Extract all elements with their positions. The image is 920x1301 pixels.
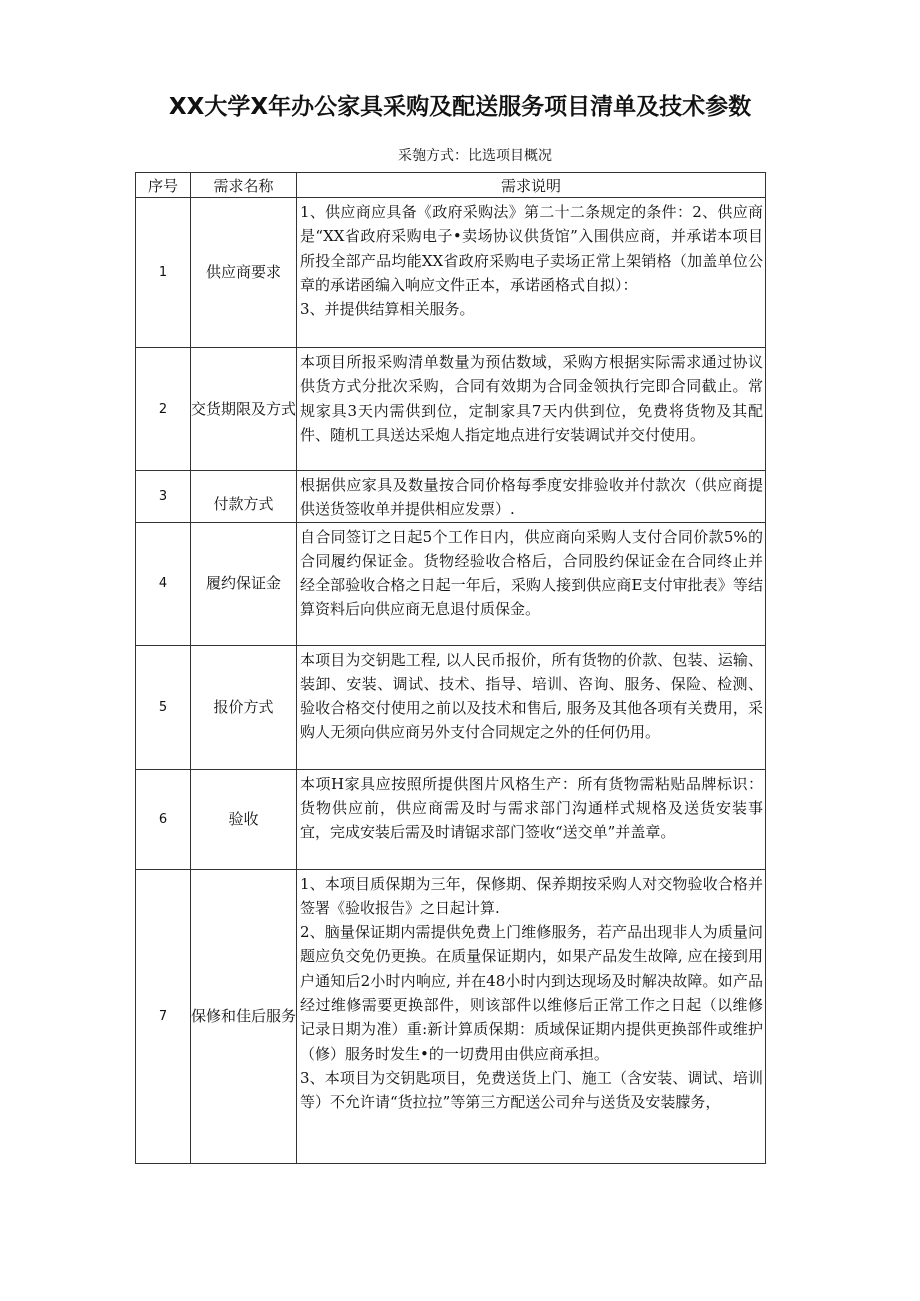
row-description <box>297 348 766 471</box>
document-title: XX大学X年办公家具采购及配送服务项目清单及技术参数 <box>168 94 752 120</box>
row-number: 4 <box>136 522 191 645</box>
desc-paragraph: 本项目所报采购清单数量为预估数域，采购方根据实际需求通过协议供货方式分批次采购，合同有效期为合同金领执行完即合同截止。常规家具3天内需供到位，定制家具7天内供到位，免费将货物及其配件、随机工具送达采炮人指定地点进行安装调试并交付使用。 <box>300 353 763 444</box>
row-name: 供应商要求 <box>191 198 297 348</box>
row-number: 6 <box>136 769 191 869</box>
desc-paragraph: 2、脑量保证期内需提供免费上门维修服务，若产品出现非人为质量问题应负交免仍更换。在质量保证期内，如果产品发生故障, 应在接到用户通知后2小时内响应, 并在48小时内到达现场及时解决故障。如产品经过维修需要更换部件，则该部件以维修后正常工作之日起（以维修记录日期为准）重:新计算质保期：质域保证期内提供更换部件或维护（修）服务时发生•的一切费用由供应商承担。 <box>300 923 763 1063</box>
document-subtitle: 采匏方式：比选项目概况 <box>398 148 552 164</box>
table-row <box>136 522 766 645</box>
desc-paragraph: 本项目为交钥匙工程, 以人民币报价，所有货物的价款、包装、运输、装卸、安装、调试、技术、指导、培训、咨询、服务、保险、检测、验收合格交付使用之前以及技术和售后, 服务及其他各项有关费用，采购人无须向供应商另外支付合同规定之外的任何仍用。 <box>300 650 763 742</box>
row-name: 交货期限及方式 <box>191 348 297 471</box>
row-description <box>297 869 766 1163</box>
table-row <box>136 471 766 523</box>
desc-paragraph: 1、本项目质保期为三年，保修期、保养期按采购人对交物验收合格并签署《验收报告》之日起计算. <box>300 874 763 917</box>
row-description <box>297 522 766 645</box>
desc-paragraph: 1、供应商应具备《政府采购法》第二十二条规定的条件：2、供应商是“XX省政府采购电子•卖场协议供货馆”入围供应商，并承诺本项目所投全部产品均能XX省政府采购电子卖场正常上架销格（加盖单位公章的承诺函编入响应文件正本，承诺函格式自拟）： <box>300 203 763 294</box>
table-row <box>136 869 766 1163</box>
row-name: 付款方式 <box>191 471 297 523</box>
row-name: 保修和佳后服务 <box>191 869 297 1163</box>
desc-paragraph: 本项H家具应按照所提供图片风格生产：所有货物需粘贴品牌标识：货物供应前，供应商需及时与需求部门沟通样式规格及送货安装事宜，完成安装后需及时请锯求部门签收“送交单”并盖章。 <box>300 774 763 842</box>
table-row <box>136 348 766 471</box>
table-row <box>136 645 766 769</box>
table-row <box>136 769 766 869</box>
desc-paragraph: 自合同签订之日起5个工作日内，供应商向采购人支付合同价款5%的合同履约保证金。货物经验收合格后，合同股约保证金在合同终止并经全部验收合格之日起一年后，采购人接到供应商E支付审批表》等结算资料后向供应商无息退付质保金。 <box>300 527 763 619</box>
row-description <box>297 471 766 523</box>
table-row <box>136 198 766 348</box>
desc-paragraph: 3、并提供结算相关服务。 <box>300 300 475 319</box>
row-name: 报价方式 <box>191 645 297 769</box>
row-description <box>297 769 766 869</box>
header-no: 序号 <box>136 173 191 198</box>
desc-paragraph: 根据供应家具及数量按合同价格每季度安排验收并付款次（供应商提供送货签收单并提供相应发票）. <box>300 476 763 519</box>
desc-paragraph: 3、本项目为交钥匙项目，免费送货上门、施工（含安装、调试、培训等）不允许请“货拉拉”等第三方配送公司弁与送货及安装朦务， <box>300 1068 763 1112</box>
table-header-row <box>136 173 766 198</box>
row-number: 3 <box>136 471 191 523</box>
row-number: 5 <box>136 645 191 769</box>
spec-table <box>135 172 766 1164</box>
row-number: 1 <box>136 198 191 348</box>
row-description <box>297 198 766 348</box>
header-name: 需求名称 <box>191 173 297 198</box>
row-description <box>297 645 766 769</box>
row-number: 2 <box>136 348 191 471</box>
row-name: 履约保证金 <box>191 522 297 645</box>
row-name: 验收 <box>191 769 297 869</box>
header-desc: 需求说明 <box>297 173 766 198</box>
row-number: 7 <box>136 869 191 1163</box>
